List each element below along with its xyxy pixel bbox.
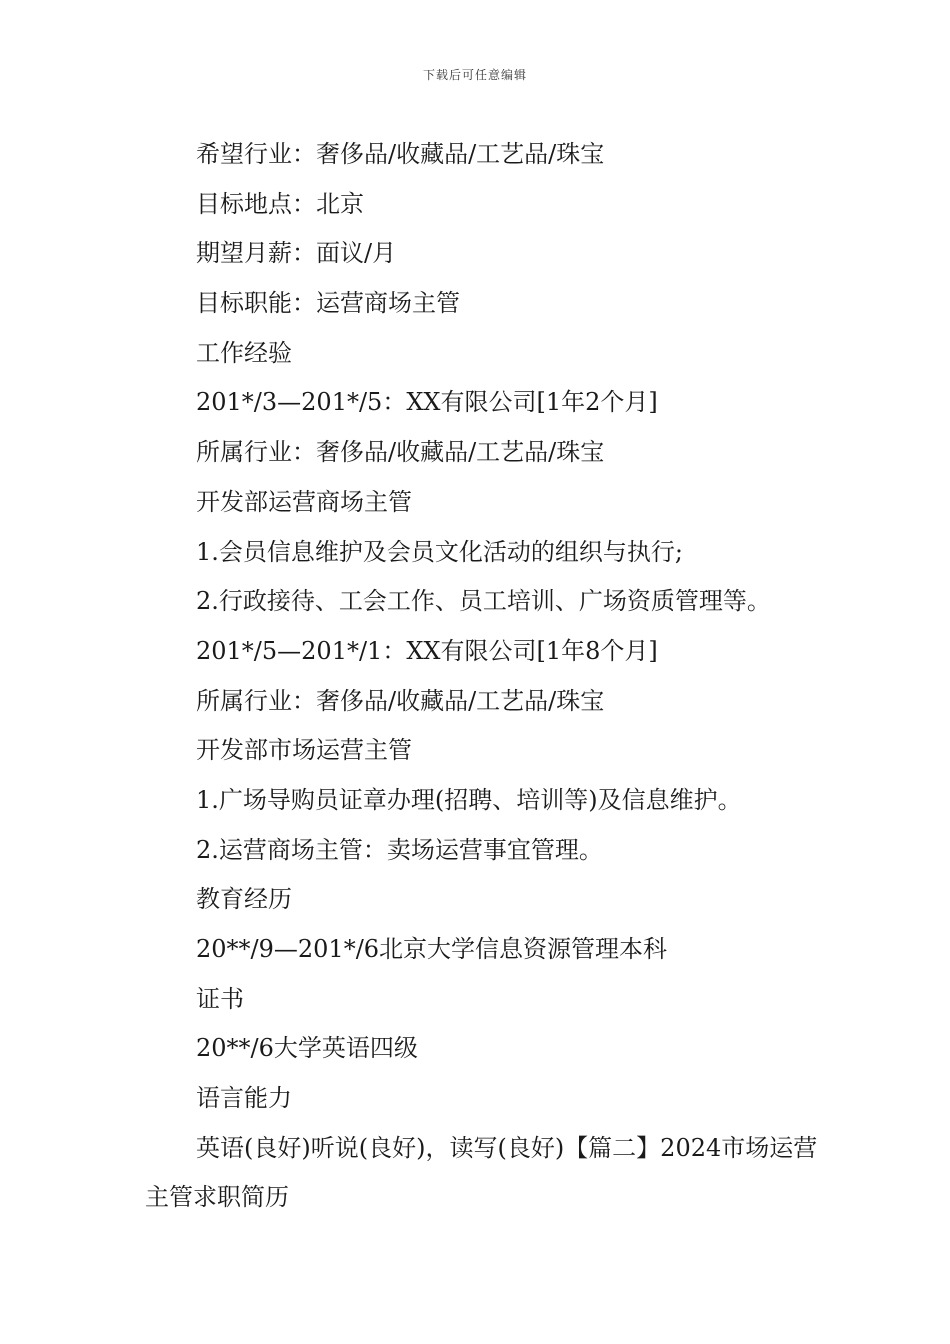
job-1-duty-2: 2.行政接待、工会工作、员工培训、广场资质管理等。 xyxy=(196,587,771,616)
job-1-industry: 所属行业：奢侈品/收藏品/工艺品/珠宝 xyxy=(196,438,605,467)
section-heading-education: 教育经历 xyxy=(196,885,292,914)
section-heading-certificates: 证书 xyxy=(196,984,244,1013)
page-header: 下载后可任意编辑 xyxy=(422,68,527,82)
document-body xyxy=(145,130,825,1223)
line-desired-industry: 希望行业：奢侈品/收藏品/工艺品/珠宝 xyxy=(196,140,605,168)
line-target-location: 目标地点：北京 xyxy=(196,189,364,218)
job-1-title: 开发部运营商场主管 xyxy=(196,487,412,516)
section-heading-language: 语言能力 xyxy=(196,1084,292,1113)
education-entry: 20**/9—201*/6北京大学信息资源管理本科 xyxy=(196,935,668,963)
job-1-period: 201*/3—201*/5：XX有限公司[1年2个月] xyxy=(196,388,658,417)
section-heading-work-experience: 工作经验 xyxy=(196,338,292,367)
job-2-duty-2: 2.运营商场主管：卖场运营事宜管理。 xyxy=(196,835,603,864)
line-target-function: 目标职能：运营商场主管 xyxy=(196,289,460,318)
line-expected-salary: 期望月薪：面议/月 xyxy=(196,239,397,268)
job-1-duty-1: 1.会员信息维护及会员文化活动的组织与执行; xyxy=(196,537,683,566)
certificate-entry: 20**/6大学英语四级 xyxy=(196,1034,418,1063)
job-2-title: 开发部市场运营主管 xyxy=(196,736,412,765)
job-2-industry: 所属行业：奢侈品/收藏品/工艺品/珠宝 xyxy=(196,686,605,715)
job-2-period: 201*/5—201*/1：XX有限公司[1年8个月] xyxy=(196,636,658,665)
language-and-next-title-paragraph: 英语(良好)听说(良好)，读写(良好)【篇二】2024市场运营主管求职简历 xyxy=(145,1133,818,1212)
job-2-duty-1: 1.广场导购员证章办理(招聘、培训等)及信息维护。 xyxy=(196,785,742,814)
